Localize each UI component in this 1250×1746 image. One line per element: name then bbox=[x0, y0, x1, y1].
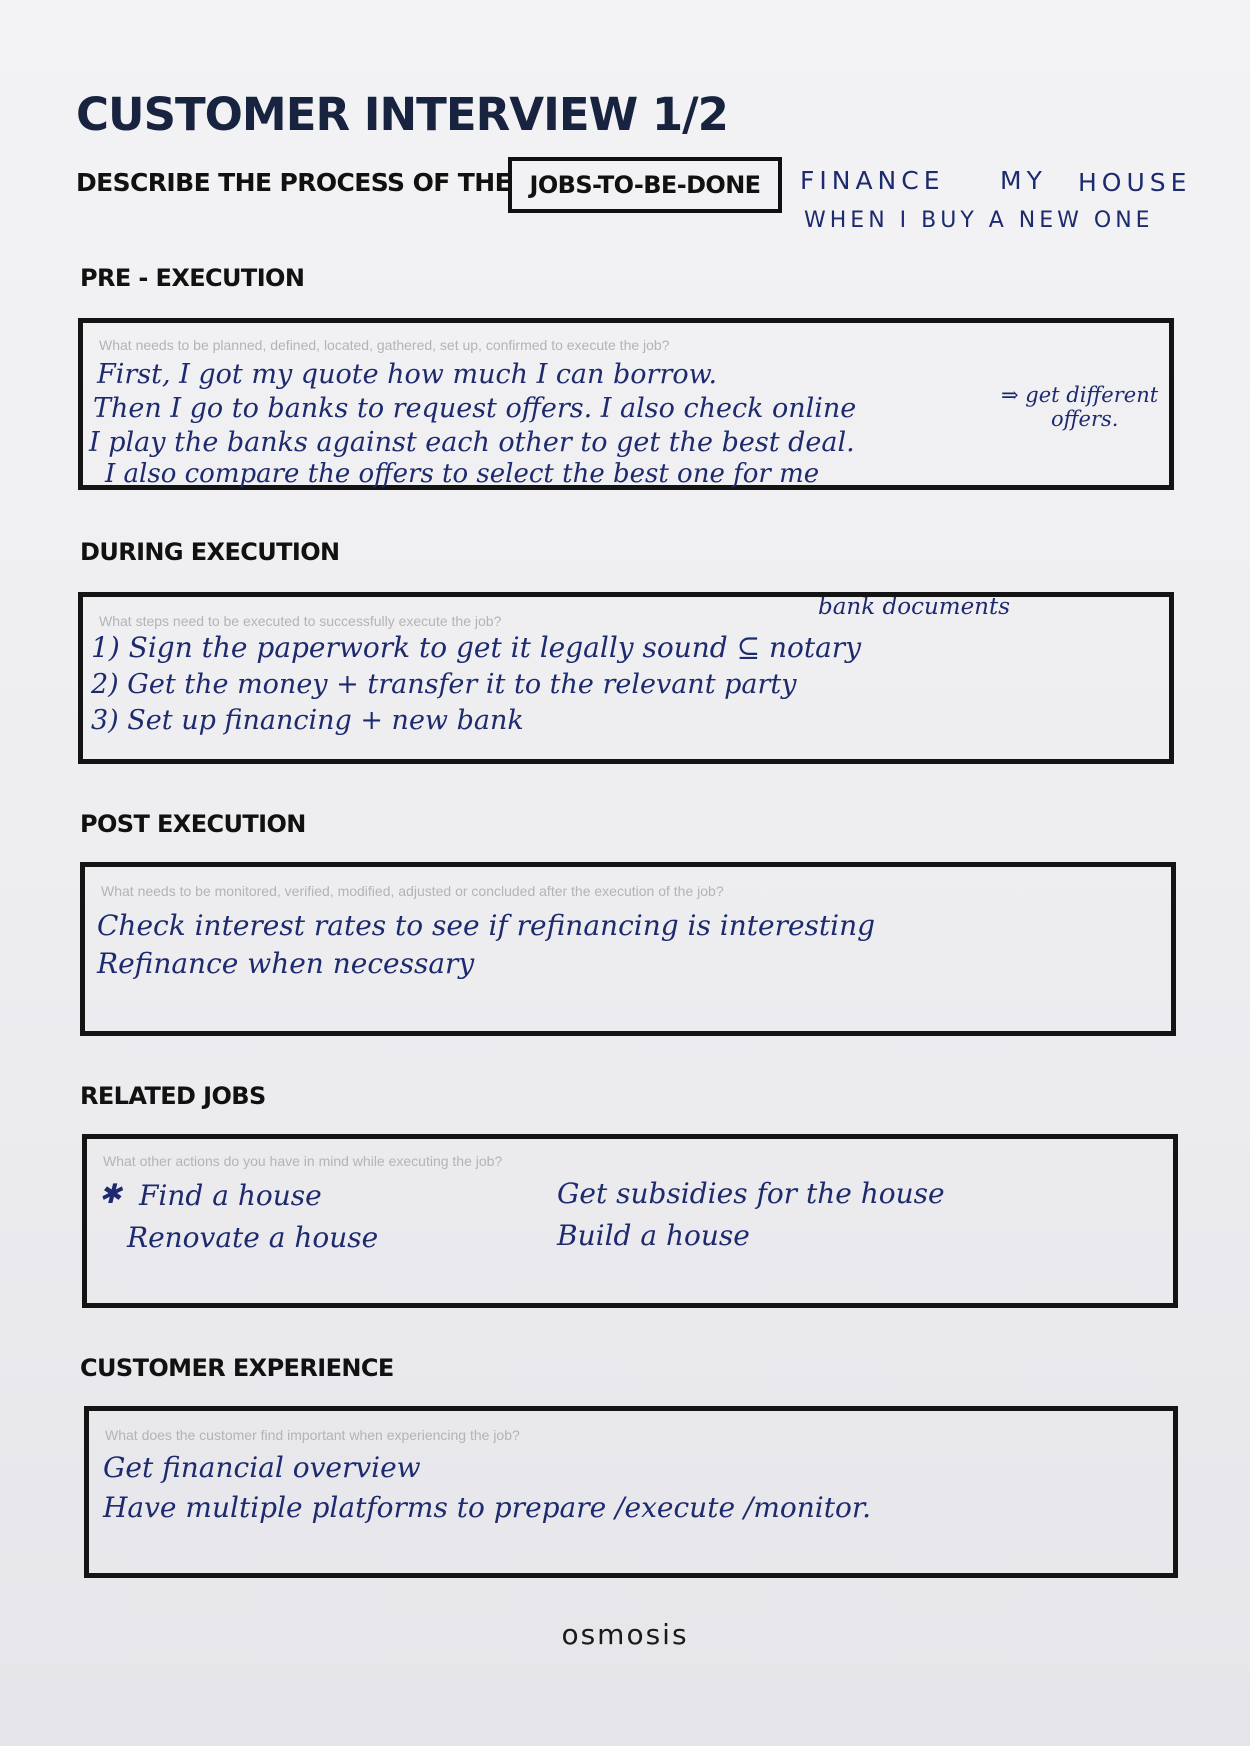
during-execution-hint: What steps need to be executed to successfully execute the job? bbox=[99, 613, 502, 629]
pre-execution-side-note-2: offers. bbox=[1051, 407, 1119, 431]
section-label-post-execution: POST EXECUTION bbox=[80, 810, 306, 838]
related-jobs-hint: What other actions do you have in mind while executing the job? bbox=[103, 1153, 503, 1169]
customer-experience-box bbox=[84, 1406, 1178, 1578]
osmosis-logo: osmosis bbox=[561, 1618, 689, 1651]
related-job-1-bullet: ✱ bbox=[99, 1179, 122, 1210]
describe-label: DESCRIBE THE PROCESS OF THE bbox=[76, 168, 512, 197]
section-label-during-execution: DURING EXECUTION bbox=[80, 538, 340, 566]
customer-experience-hint: What does the customer find important when experiencing the job? bbox=[105, 1427, 520, 1443]
related-job-3: Get subsidies for the house bbox=[557, 1177, 945, 1210]
post-execution-hint: What needs to be monitored, verified, modified, adjusted or concluded after the execution of the job? bbox=[101, 883, 724, 899]
pre-execution-box bbox=[78, 318, 1174, 490]
pre-execution-side-note-1: ⇒ get different bbox=[1001, 383, 1159, 407]
related-job-1: Find a house bbox=[139, 1179, 322, 1212]
pre-execution-line-2: Then I go to banks to request offers. I also check online bbox=[93, 393, 857, 424]
during-execution-line-3: 3) Set up financing + new bank bbox=[91, 705, 524, 736]
post-execution-line-2: Refinance when necessary bbox=[97, 947, 475, 980]
related-jobs-box bbox=[82, 1134, 1178, 1308]
during-execution-line-1: 1) Sign the paperwork to get it legally sound ⊆ notary bbox=[91, 631, 862, 664]
job-statement-word-1: FINANCE bbox=[800, 166, 945, 195]
job-statement-word-3: HOUSE bbox=[1078, 168, 1192, 197]
job-statement-word-2: MY bbox=[1000, 166, 1047, 195]
related-job-4: Build a house bbox=[557, 1219, 750, 1252]
during-execution-note: bank documents bbox=[818, 594, 1011, 620]
post-execution-line-1: Check interest rates to see if refinancing is interesting bbox=[97, 909, 876, 942]
during-execution-box bbox=[78, 592, 1174, 764]
related-job-2: Renovate a house bbox=[127, 1221, 379, 1254]
during-execution-line-2: 2) Get the money + transfer it to the relevant party bbox=[91, 669, 797, 700]
jtbd-label-box bbox=[508, 157, 782, 213]
customer-experience-line-1: Get financial overview bbox=[103, 1451, 421, 1484]
section-label-related-jobs: RELATED JOBS bbox=[80, 1082, 266, 1110]
section-label-pre-execution: PRE - EXECUTION bbox=[80, 264, 305, 292]
pre-execution-line-1: First, I got my quote how much I can borrow. bbox=[97, 359, 718, 390]
customer-experience-line-2: Have multiple platforms to prepare /execute /monitor. bbox=[103, 1491, 872, 1524]
post-execution-box bbox=[80, 862, 1176, 1036]
section-label-customer-experience: CUSTOMER EXPERIENCE bbox=[80, 1354, 394, 1382]
pre-execution-hint: What needs to be planned, defined, located, gathered, set up, confirmed to execute the job? bbox=[99, 337, 670, 353]
page-title: CUSTOMER INTERVIEW 1/2 bbox=[76, 88, 728, 141]
pre-execution-line-4: I also compare the offers to select the best one for me bbox=[105, 459, 820, 489]
job-statement-line-2: WHEN I BUY A NEW ONE bbox=[804, 208, 1154, 233]
jtbd-label: JOBS-TO-BE-DONE bbox=[529, 171, 761, 199]
pre-execution-line-3: I play the banks against each other to get the best deal. bbox=[89, 427, 855, 458]
